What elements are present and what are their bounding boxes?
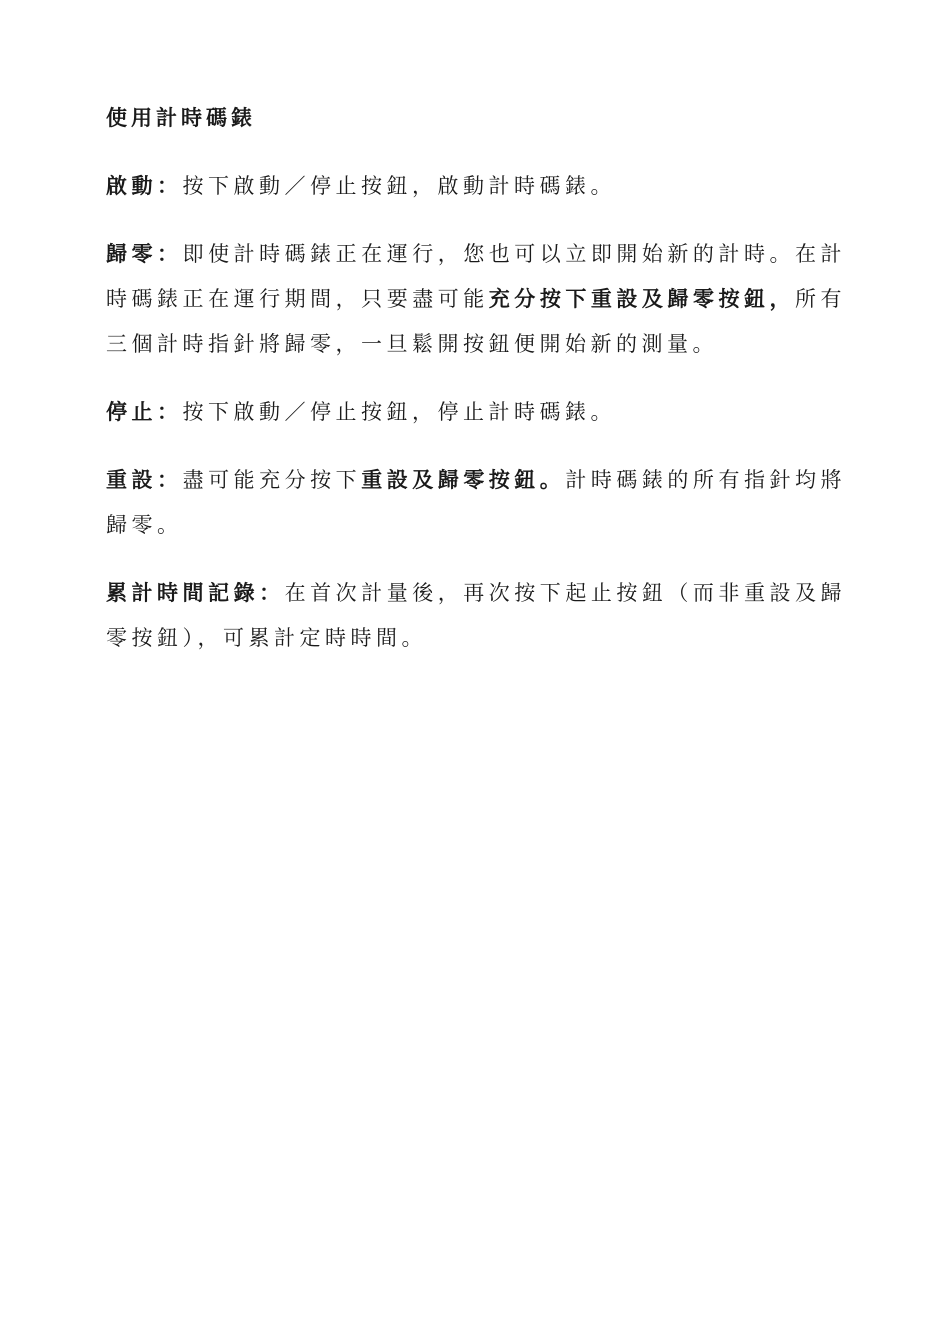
section-start-text: 按下啟動／停止按鈕，啟動計時碼錶。 [182, 174, 616, 198]
section-reset-text: 盡可能充分按下 [182, 468, 362, 492]
section-reset-flyback-text-2: 所有三個計時指針將歸零，一旦鬆開按鈕便開始新的測量。 [106, 287, 847, 356]
section-reset-flyback-text: 即使計時碼錶正在運行，您也可以立即開始新的計時。在計時碼錶正在運行期間，只要盡可能 [106, 242, 847, 311]
section-stop-heading: 停止： [106, 400, 183, 424]
section-stop [106, 390, 846, 435]
section-cumulative-text: 在首次計量後，再次按下起止按鈕（而非重設及歸零按鈕），可累計定時時間。 [106, 581, 846, 650]
document-page [106, 98, 846, 684]
section-start-heading: 啟動： [106, 174, 183, 198]
section-reset-heading: 重設： [106, 468, 183, 492]
section-reset-flyback [106, 232, 846, 367]
section-cumulative-heading: 累計時間記錄： [106, 581, 285, 605]
section-reset [106, 458, 846, 548]
section-reset-flyback-emphasis: 充分按下重設及歸零按鈕， [488, 287, 795, 311]
section-reset-emphasis: 重設及歸零按鈕。 [361, 468, 566, 492]
section-start [106, 164, 846, 209]
section-stop-text: 按下啟動／停止按鈕，停止計時碼錶。 [182, 400, 616, 424]
section-cumulative [106, 571, 846, 661]
document-title: 使用計時碼錶 [106, 106, 256, 130]
section-reset-text-2: 計時碼錶的所有指針均將歸零。 [106, 468, 847, 537]
section-reset-flyback-heading: 歸零： [106, 242, 183, 266]
